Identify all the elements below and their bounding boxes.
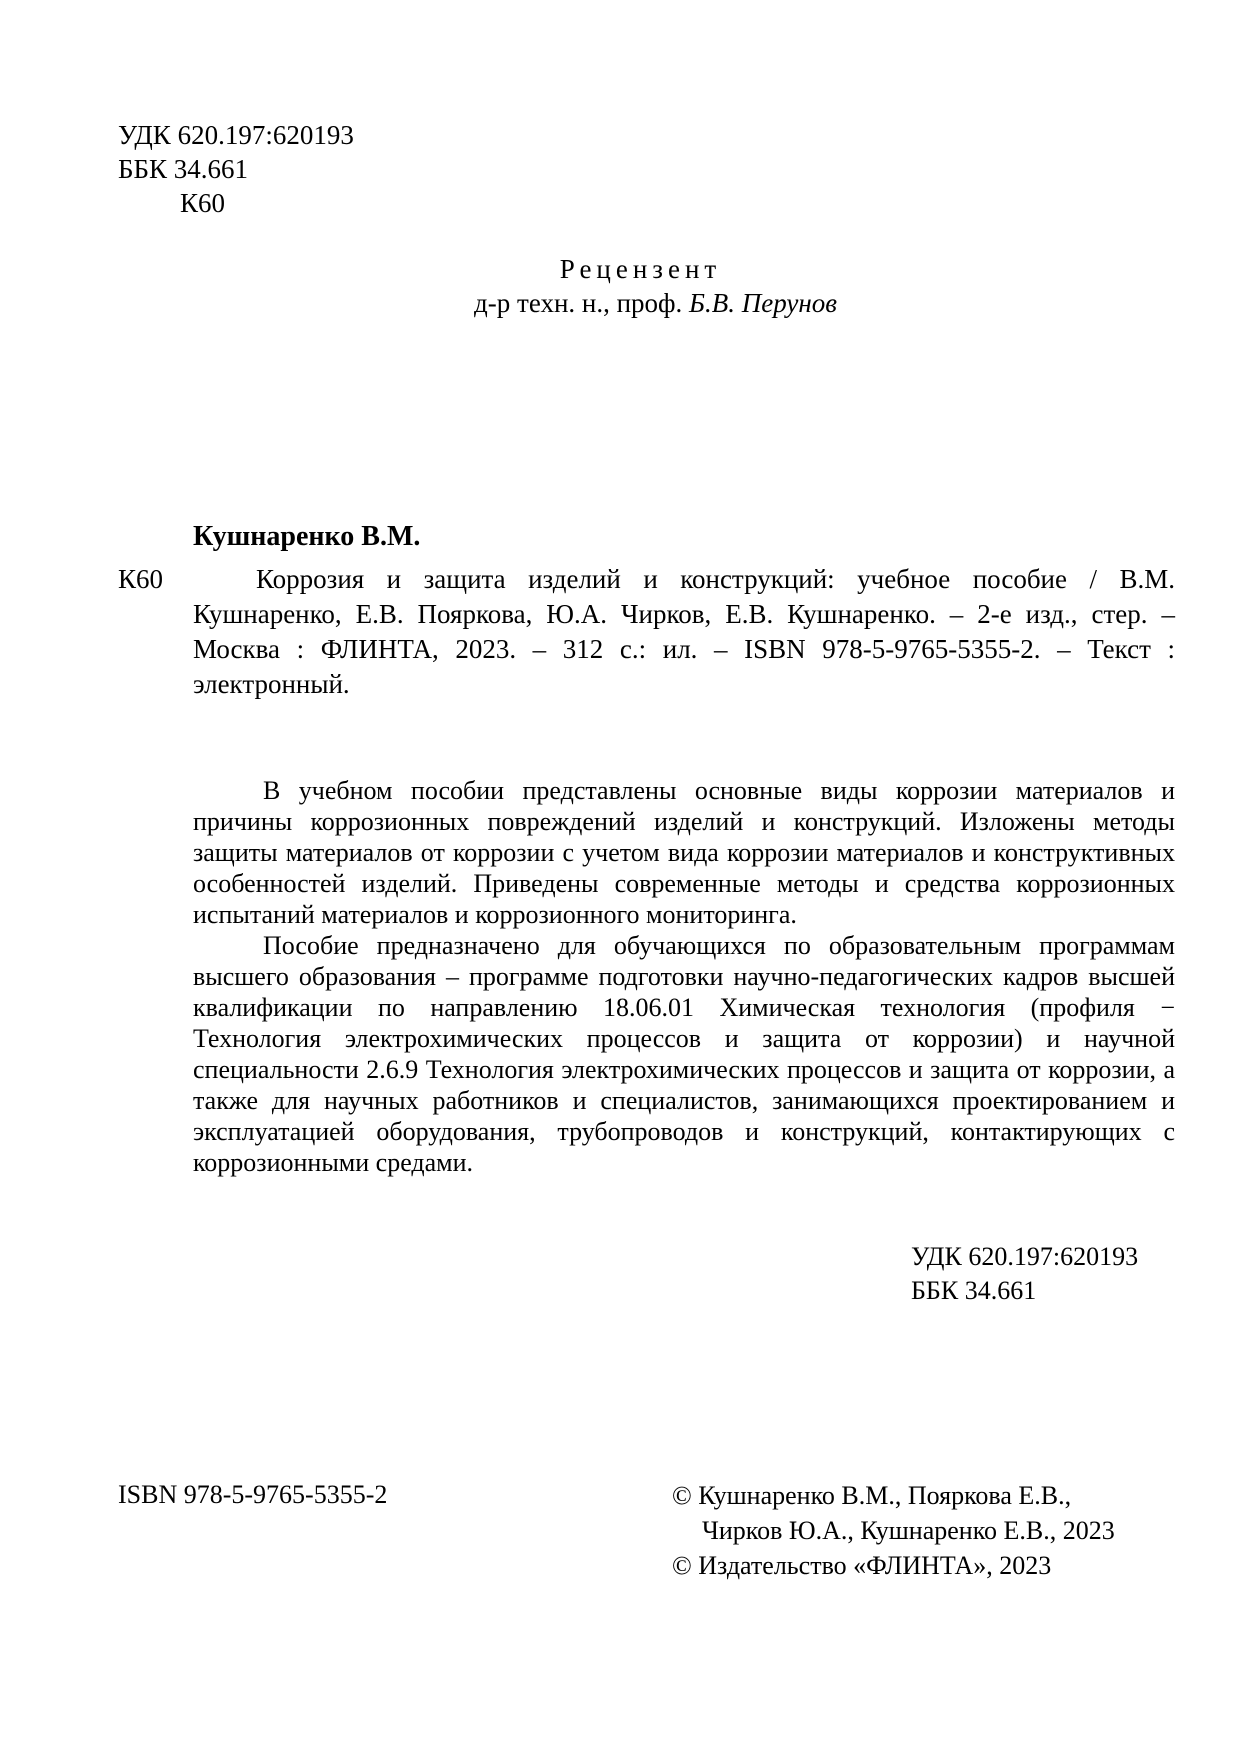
annotation [193,775,1175,1178]
reviewer-info [0,286,1241,320]
bbk-code: ББК 34.661 [118,154,249,184]
copyright-publisher: © Издательство «ФЛИНТА», 2023 [672,1551,1052,1580]
author-heading: Кушнаренко В.М. [193,521,421,552]
classification-top [118,118,354,220]
reviewer-title: Рецензент [559,254,722,284]
annotation-paragraph: В учебном пособии представлены основные виды коррозии материалов и причины коррозионных повреждений изделий и конструкций. Изложены методы защиты материалов от коррозии с учетом вида коррозии материалов и конструктивных особенностей изделий. Приведены современные методы и средства коррозионных испытаний материалов и коррозионного мониторинга. [193,776,1175,929]
udk-code: УДК 620.197:620193 [118,120,354,150]
copyright-authors-cont: Чирков Ю.А., Кушнаренко Е.В., 2023 [702,1516,1115,1545]
bbk-code-bottom: ББК 34.661 [911,1276,1037,1305]
author-sign: К60 [180,188,226,218]
bib-description: Коррозия и защита изделий и конструкций: учебное пособие / В.М. Кушнаренко, Е.В. Пояркова, Ю.А. Чирков, Е.В. Кушнаренко. – 2-е изд., стер. – Москва : ФЛИНТА, 2023. – 312 с.: ил. – ISBN 978-5-9765-5355-2. – Текст : электронный. [193,564,1175,699]
isbn: ISBN 978-5-9765-5355-2 [118,1480,388,1509]
reviewer-name: Б.В. Перунов [689,288,837,318]
classification-bottom [911,1240,1138,1308]
bib-author-sign: К60 [118,564,164,594]
copyright-authors: © Кушнаренко В.М., Пояркова Е.В., [672,1481,1072,1510]
reviewer-credentials: д-р техн. н., проф. [474,288,683,318]
copyright-block [672,1478,1115,1583]
reviewer-block [0,252,1241,320]
udk-code-bottom: УДК 620.197:620193 [911,1242,1139,1271]
annotation-paragraph: Пособие предназначено для обучающихся по образовательным программам высшего образования – программе подготовки научно-педагогических кадров высшей квалификации по направлению 18.06.01 Химическая технология (профиля − Технология электрохимических процессов и защита от коррозии) и научной специальности 2.6.9 Технология электрохимических процессов и защита от коррозии, а также для научных работников и специалистов, занимающихся проектированием и эксплуатацией оборудования, трубопроводов и конструкций, контактирующих с коррозионными средами. [193,931,1175,1177]
